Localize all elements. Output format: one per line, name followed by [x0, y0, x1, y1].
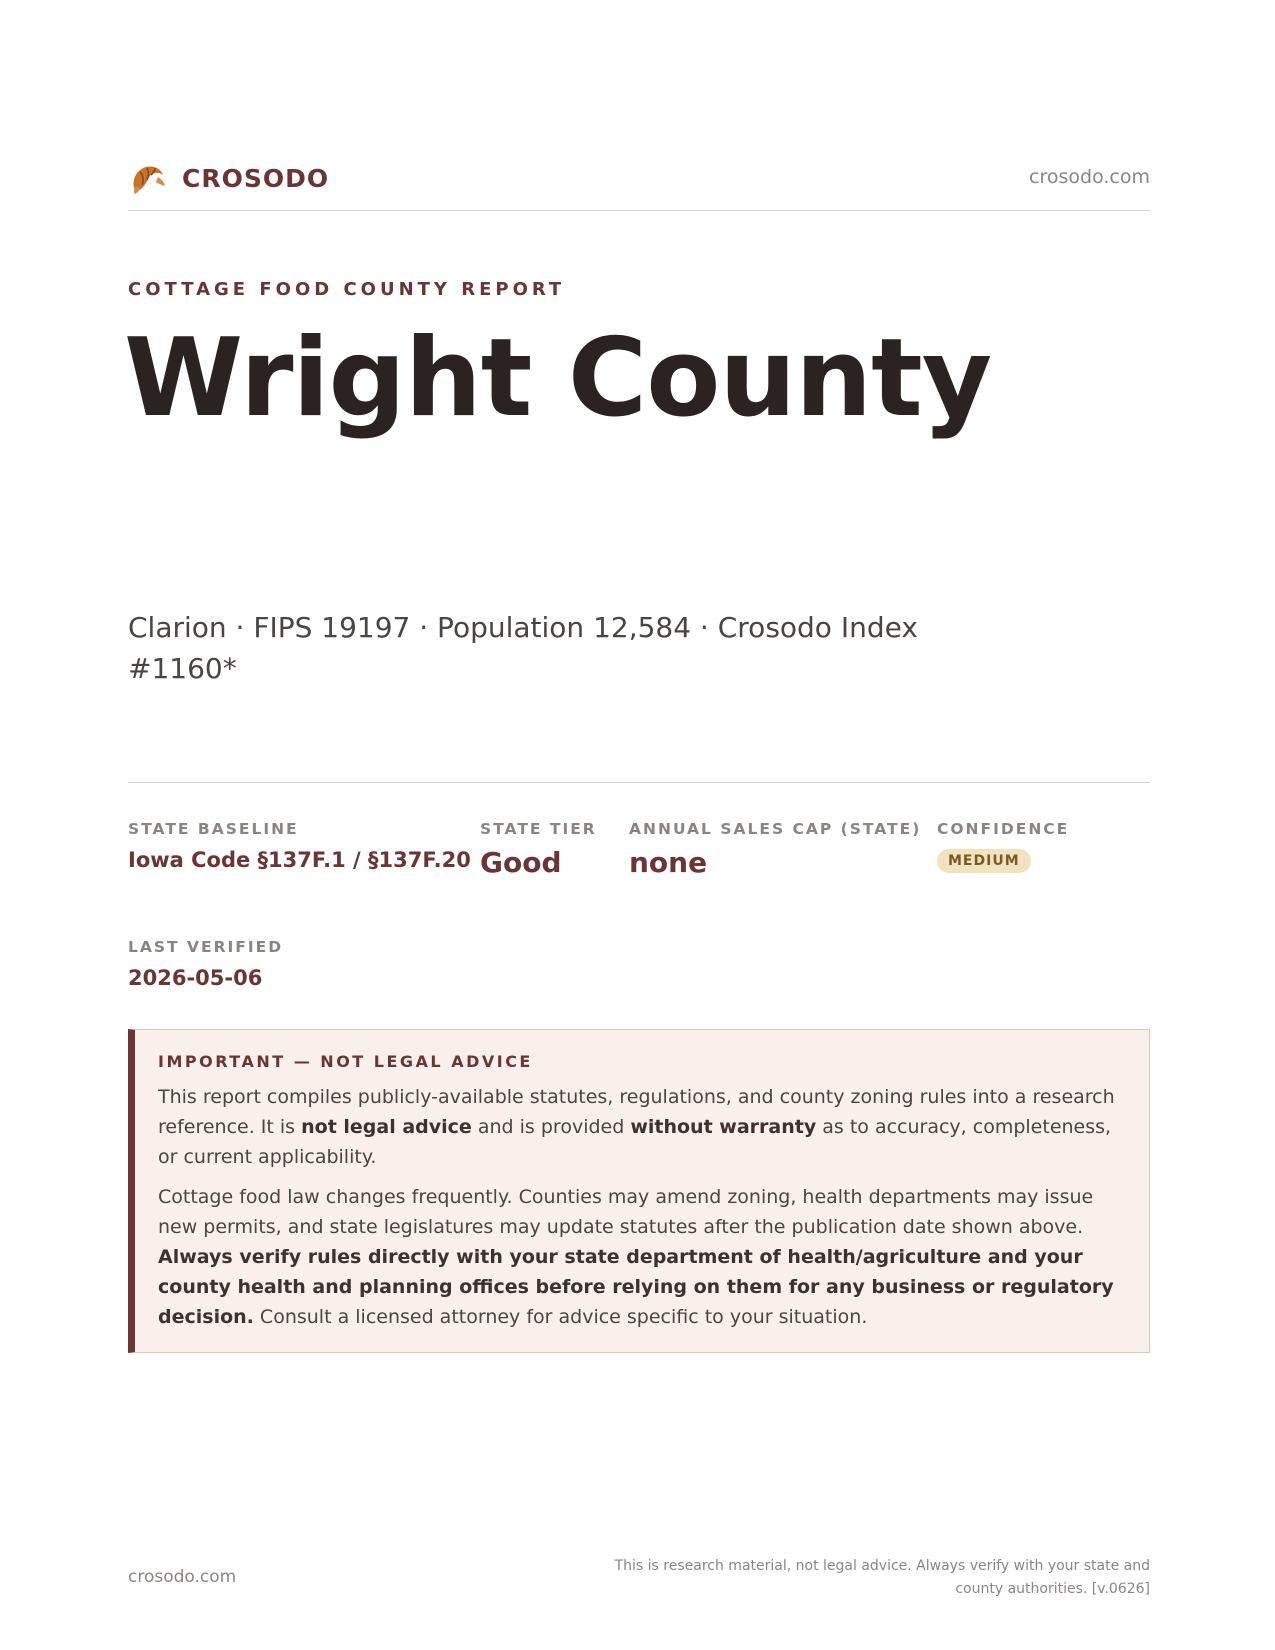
site-link[interactable]: crosodo.com: [1029, 166, 1150, 188]
fact-label: CONFIDENCE: [937, 820, 1070, 838]
footer-site[interactable]: crosodo.com: [128, 1567, 237, 1587]
report-eyebrow: COTTAGE FOOD COUNTY REPORT: [128, 279, 566, 300]
croissant-icon: [128, 158, 168, 198]
fact-confidence: [937, 820, 1069, 873]
fact-label: STATE BASELINE: [128, 820, 299, 838]
confidence-badge: MEDIUM: [937, 849, 1031, 873]
fact-value: Good: [480, 846, 562, 879]
notice-title: IMPORTANT — NOT LEGAL ADVICE: [158, 1052, 533, 1071]
fact-state-tier: [480, 820, 597, 879]
legal-notice: [128, 1029, 1150, 1353]
footer-disclaimer: This is research material, not legal advice. Always verify with your state and county authorities. [v.0626]: [614, 1558, 1150, 1597]
page-title: Wright County: [124, 316, 992, 441]
fact-state-baseline: [128, 820, 471, 872]
fact-label: STATE TIER: [480, 820, 597, 838]
fact-last-verified: [128, 938, 283, 990]
brand[interactable]: [128, 158, 329, 198]
fact-sales-cap: [629, 820, 921, 879]
notice-paragraph: Cottage food law changes frequently. Counties may amend zoning, health departments may issue new permits, and state legislatures may update statutes after the publication date shown above. Always verify rules directly with your state department of health/agriculture and your county health and planning offices before relying on them for any business or regulatory decision. Consult a licensed attorney for advice specific to your situation.: [158, 1186, 1114, 1328]
page-header: [128, 158, 1150, 211]
fact-label: ANNUAL SALES CAP (STATE): [629, 820, 922, 838]
section-divider: [128, 782, 1150, 783]
fact-label: LAST VERIFIED: [128, 938, 284, 956]
brand-name: CROSODO: [182, 163, 330, 193]
fact-value: none: [629, 846, 708, 879]
notice-paragraph: This report compiles publicly-available statutes, regulations, and county zoning rules into a research reference. It is not legal advice and is provided without warranty as to accuracy, completeness, or current applicability.: [158, 1086, 1115, 1168]
fact-value: Iowa Code §137F.1 / §137F.20: [128, 848, 471, 872]
fact-value: 2026-05-06: [128, 966, 263, 990]
county-summary: Clarion · FIPS 19197 · Population 12,584 · Crosodo Index #1160*: [128, 611, 918, 685]
